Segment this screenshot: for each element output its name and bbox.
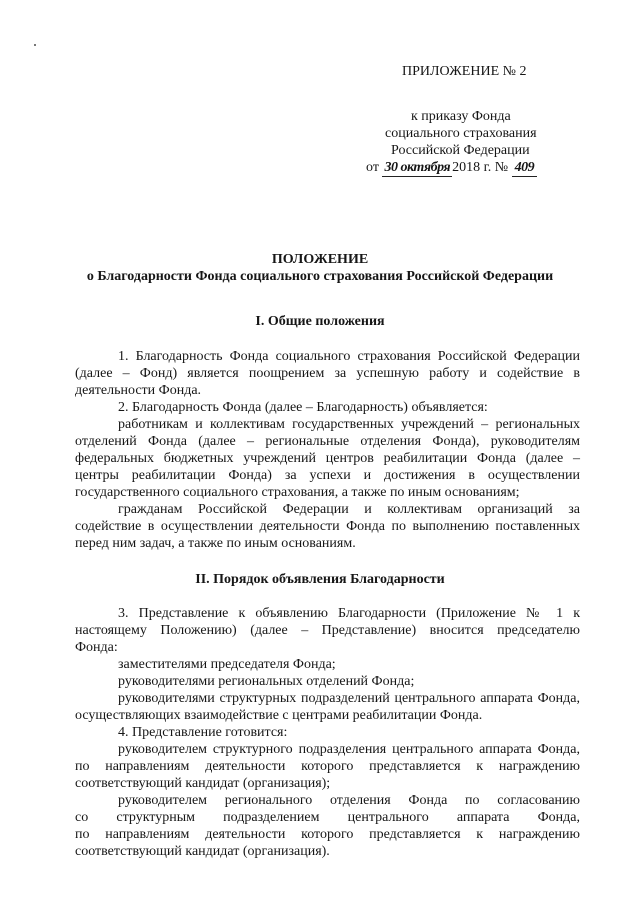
section-2-line: 4. Представление готовится:: [118, 725, 288, 740]
date-prefix: от: [366, 160, 379, 175]
section-1-line: содействие в осуществлении деятельности Фонда по выполнению поставленных: [75, 519, 580, 534]
section-2-line: со структурным подразделением центрального аппарата Фонда,: [75, 810, 580, 825]
section-2-line: 3. Представление к объявлению Благодарности (Приложение № 1 к: [118, 606, 580, 621]
document-subtitle: о Благодарности Фонда социального страхования Российской Федерации: [86, 269, 554, 284]
section-1-line: работникам и коллективам государственных учреждений – региональных: [118, 417, 580, 432]
order-year: 2018 г. №: [452, 160, 509, 175]
appendix-label: ПРИЛОЖЕНИЕ № 2: [402, 64, 527, 79]
section-2-line: руководителями региональных отделений Фонда;: [118, 674, 415, 689]
section-2-line: соответствующий кандидат (организация).: [75, 844, 330, 859]
section-2-line: осуществляющих взаимодействие с центрами реабилитации Фонда.: [75, 708, 483, 723]
section-2-line: настоящему Положению) (далее – Представление) вносится председателю: [75, 623, 580, 638]
order-line-3: Российской Федерации: [391, 143, 530, 158]
section-1-line: государственного социального страхования, а также по иным основаниям;: [75, 485, 520, 500]
section-2-line: руководителем структурного подразделения центрального аппарата Фонда,: [118, 742, 580, 757]
section-2-heading: II. Порядок объявления Благодарности: [195, 572, 445, 587]
section-2-line: по направлениям деятельности которого представляется к награждению: [75, 827, 580, 842]
section-2-line: заместителями председателя Фонда;: [118, 657, 336, 672]
section-2-line: руководителями структурных подразделений центрального аппарата Фонда,: [118, 691, 580, 706]
section-1-heading: I. Общие положения: [255, 314, 385, 329]
section-2-line: руководителем регионального отделения Фонда по согласованию: [118, 793, 580, 808]
order-date-line: [366, 159, 537, 177]
section-1-line: отделений Фонда (далее – региональные отделения Фонда), руководителям: [75, 434, 580, 449]
scan-speck: [34, 44, 36, 46]
handwritten-date: 30 октября: [384, 160, 451, 175]
section-1-line: 1. Благодарность Фонда социального страхования Российской Федерации: [118, 349, 580, 364]
section-1-line: деятельности Фонда.: [75, 383, 202, 398]
handwritten-order-number: 409: [512, 159, 538, 177]
section-1-line: федеральных бюджетных учреждений центров реабилитации Фонда (далее –: [75, 451, 580, 466]
section-1-line: 2. Благодарность Фонда (далее – Благодарность) объявляется:: [118, 400, 488, 415]
order-line-2: социального страхования: [385, 126, 537, 141]
section-2-line: Фонда:: [75, 640, 118, 655]
section-1-line: гражданам Российской Федерации и коллективам организаций за: [118, 502, 580, 517]
section-1-line: (далее – Фонд) является поощрением за успешную работу и содействие в: [75, 366, 580, 381]
section-1-line: перед ним задач, а также по иным основаниям.: [75, 536, 356, 551]
section-2-line: соответствующий кандидат (организация);: [75, 776, 331, 791]
section-1-line: центры реабилитации Фонда) за успехи и достижения в осуществлении: [75, 468, 580, 483]
section-2-line: по направлениям деятельности которого представляется к награждению: [75, 759, 580, 774]
document-title: ПОЛОЖЕНИЕ: [271, 252, 369, 267]
order-line-1: к приказу Фонда: [411, 109, 511, 124]
